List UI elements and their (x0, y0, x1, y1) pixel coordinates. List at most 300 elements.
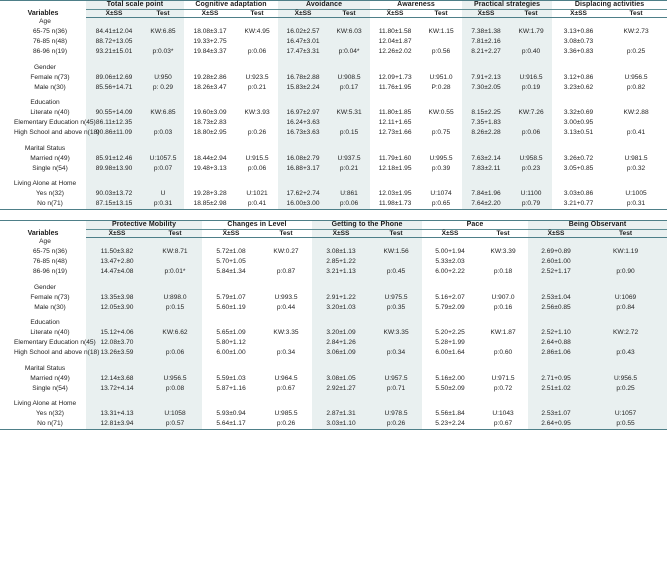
section-spacer-cell (86, 98, 142, 108)
subheader-mean-sd-6: X̄±SS (552, 9, 605, 17)
section-spacer-cell (528, 364, 584, 374)
cell-mean-sd: 90.55+14.09 (86, 108, 142, 118)
section-spacer-cell (202, 399, 260, 409)
cell-mean-sd: 5.33±2.03 (435, 258, 465, 266)
cell-test: KW:2.73 (623, 28, 649, 36)
table-row (0, 199, 667, 209)
cell-test (328, 118, 370, 128)
row-label: No n(71) (0, 199, 86, 209)
cell-test: p:0.35 (370, 303, 422, 313)
cell-mean-sd: 2.52+1.10 (528, 328, 584, 338)
section-header-row (0, 63, 667, 73)
section-title: Gender (34, 63, 56, 71)
section-spacer-cell (584, 399, 667, 409)
cell-mean-sd: 11.76±1.95 (378, 83, 412, 91)
section-spacer-cell (528, 237, 584, 247)
cell-test: U:908.5 (328, 73, 370, 83)
cell-test: KW:4.95 (244, 28, 270, 36)
cell-mean-sd: 2.84+1.26 (312, 338, 370, 348)
row-label: Male n(30) (34, 83, 66, 91)
section-spacer-cell (478, 283, 528, 293)
cell-test: U (142, 189, 184, 199)
section-spacer-cell (236, 63, 278, 73)
cell-test (142, 37, 184, 47)
section-spacer-cell (370, 318, 422, 328)
table-2-body (0, 237, 667, 429)
section-spacer-cell (328, 17, 370, 27)
cell-test (478, 338, 528, 348)
section-header-row (0, 283, 667, 293)
cell-mean-sd: 2.53±1.04 (528, 293, 584, 303)
cell-mean-sd: 3.03±0.86 (563, 190, 594, 198)
cell-mean-sd: 5.70+1.05 (216, 258, 246, 266)
row-label: Female n(73) (30, 293, 70, 301)
section-spacer-cell (86, 364, 148, 374)
section-spacer-cell (328, 98, 370, 108)
section-spacer-cell (184, 63, 236, 73)
statistics-table-1 (0, 0, 667, 210)
cell-mean-sd: 8.15±2.25 (462, 108, 510, 118)
cell-mean-sd: 7.64±2.20 (462, 199, 510, 209)
cell-mean-sd: 3.21+0.77 (552, 199, 605, 209)
subheader-test-1: Test (142, 9, 184, 17)
cell-mean-sd: 3.20±1.09 (312, 328, 370, 338)
section-spacer-cell (420, 98, 462, 108)
cell-test: KW:3.93 (244, 109, 270, 117)
cell-test: p:0.87 (276, 268, 296, 276)
cell-mean-sd: 3.06±1.09 (312, 348, 370, 358)
section-header-row (0, 98, 667, 108)
section-spacer-cell (478, 318, 528, 328)
cell-test: p:0.03 (142, 128, 184, 138)
section-spacer-cell (478, 237, 528, 247)
cell-test: KW:1.87 (490, 329, 516, 337)
cell-mean-sd: 7.91+2.13 (462, 73, 510, 83)
section-title: Living Alone at Home (13, 180, 77, 188)
cell-mean-sd: 16.08±2.79 (278, 154, 328, 164)
section-header-row (0, 17, 667, 27)
cell-test (605, 118, 667, 128)
cell-test: p:0.75 (431, 129, 451, 137)
cell-test (420, 118, 462, 128)
cell-mean-sd: 3.08±1.05 (312, 374, 370, 384)
cell-mean-sd: 7.83±2.11 (462, 164, 510, 174)
cell-mean-sd: 3.12+0.86 (563, 73, 594, 81)
section-spacer-cell (510, 179, 552, 189)
section-spacer-cell (202, 364, 260, 374)
section-header-row (0, 399, 667, 409)
section-spacer-cell (528, 318, 584, 328)
section-spacer-cell (462, 179, 510, 189)
table-row (0, 73, 667, 83)
cell-test (370, 338, 422, 348)
cell-test: p:0.39 (431, 164, 451, 172)
cell-test: p:0.21 (247, 83, 267, 91)
table-row (0, 384, 667, 394)
section-spacer-cell (370, 144, 420, 154)
cell-mean-sd: 2.51±1.02 (528, 384, 584, 394)
section-spacer-cell (462, 17, 510, 27)
cell-mean-sd: 2.71+0.95 (528, 374, 584, 384)
cell-test: U:956.5 (148, 374, 202, 384)
cell-mean-sd: 16.73±3.63 (278, 128, 328, 138)
subheader-test-2: Test (260, 229, 312, 237)
cell-mean-sd: 2.92±1.27 (312, 384, 370, 394)
cell-test: U:1021 (246, 190, 268, 198)
table-row (0, 128, 667, 138)
section-spacer-cell (148, 364, 202, 374)
section-spacer-cell (422, 237, 478, 247)
cell-test: KW:1.19 (584, 247, 667, 257)
cell-test: U:1069 (584, 293, 667, 303)
cell-mean-sd: 8.21+2.27 (462, 47, 510, 57)
cell-test: p:0.56 (431, 48, 451, 56)
cell-test: KW:1.15 (428, 28, 454, 36)
cell-test (260, 338, 312, 348)
cell-test: p:0.57 (148, 419, 202, 429)
cell-test: U:971.5 (491, 374, 515, 382)
section-spacer-cell (86, 17, 142, 27)
cell-mean-sd: 5.59±1.03 (216, 374, 246, 382)
table-row (0, 27, 667, 37)
table-1-wrapper (0, 0, 667, 210)
cell-mean-sd: 2.85+1.22 (312, 257, 370, 267)
cell-test: p:0.31 (605, 199, 667, 209)
section-spacer-cell (552, 17, 605, 27)
section-spacer-cell (370, 98, 420, 108)
table-row (0, 108, 667, 118)
cell-mean-sd: 5.28+1.99 (435, 339, 465, 347)
subheader-mean-sd-2: X̄±SS (184, 9, 236, 17)
cell-mean-sd: 6.00±1.00 (216, 349, 246, 357)
cell-test: p:0.72 (493, 384, 513, 392)
table-row (0, 118, 667, 128)
section-spacer-cell (552, 98, 605, 108)
row-label: 65-75 n(36) (32, 248, 68, 256)
cell-mean-sd: 13.35±3.98 (86, 293, 148, 303)
row-label: Elementary Education n(45) (14, 119, 96, 127)
cell-mean-sd: 11.80±1.58 (378, 28, 412, 36)
cell-mean-sd: 5.00+1.94 (435, 248, 465, 256)
section-spacer-cell (184, 179, 236, 189)
cell-test: p:0.15 (328, 128, 370, 138)
cell-test: U:861 (328, 189, 370, 199)
section-spacer-cell (328, 179, 370, 189)
cell-test: p:0.08 (148, 384, 202, 394)
cell-mean-sd: 3.13±0.51 (563, 129, 594, 137)
table-2-sub-header-row (0, 229, 667, 237)
cell-test: p:0.67 (276, 384, 296, 392)
cell-mean-sd: 86.11±12.35 (86, 118, 142, 128)
cell-mean-sd: 7.63±2.14 (462, 154, 510, 164)
cell-test: U:937.5 (328, 154, 370, 164)
section-spacer-cell (142, 17, 184, 27)
section-spacer-cell (148, 237, 202, 247)
cell-mean-sd: 5.72±1.08 (216, 248, 246, 256)
cell-test: p:0.19 (510, 83, 552, 93)
row-label: Male n(30) (34, 303, 66, 311)
cell-test: p:0.25 (626, 48, 646, 56)
row-label: High School and above n(18) (14, 349, 100, 357)
cell-test (328, 37, 370, 47)
group-header-practical-strategies: Practical strategies (462, 1, 552, 10)
section-spacer-cell (236, 144, 278, 154)
cell-mean-sd: 12.03±1.95 (378, 190, 412, 198)
cell-test: U:995.5 (429, 154, 453, 162)
cell-mean-sd: 3.23±0.62 (563, 83, 594, 91)
section-spacer-cell (420, 17, 462, 27)
table-row (0, 189, 667, 199)
cell-mean-sd: 3.21+1.13 (312, 267, 370, 277)
cell-mean-sd: 5.84±1.34 (216, 268, 246, 276)
cell-mean-sd: 16.00±3.00 (278, 199, 328, 209)
cell-test: p:0.67 (478, 419, 528, 429)
table-row (0, 257, 667, 267)
cell-mean-sd: 84.41±12.04 (86, 27, 142, 37)
cell-mean-sd: 11.50±3.82 (86, 247, 148, 257)
section-spacer-cell (370, 399, 422, 409)
cell-mean-sd: 5.16±2.00 (435, 374, 465, 382)
group-header-pace: Pace (422, 221, 528, 230)
section-spacer-cell (462, 63, 510, 73)
cell-mean-sd: 7.38±1.38 (462, 27, 510, 37)
group-header-cognitive-adaptation: Cognitive adaptation (184, 1, 278, 10)
cell-mean-sd: 12.18±1.95 (378, 164, 412, 172)
section-spacer-cell (605, 63, 667, 73)
row-label: Yes n(32) (36, 190, 64, 198)
section-spacer-cell (260, 318, 312, 328)
section-spacer-cell (478, 364, 528, 374)
section-header-row (0, 364, 667, 374)
cell-mean-sd: 19.84±3.37 (193, 48, 227, 56)
table-2-wrapper (0, 220, 667, 430)
section-title: Education (30, 319, 60, 327)
cell-test: U:951.0 (429, 73, 453, 81)
cell-mean-sd: 5.16+2.07 (435, 293, 465, 301)
section-title: Education (30, 99, 60, 107)
section-spacer-cell (312, 399, 370, 409)
cell-mean-sd: 19.28+3.28 (193, 190, 227, 198)
cell-test: U:923.5 (245, 73, 269, 81)
section-spacer-cell (260, 283, 312, 293)
cell-test: U:956.5 (624, 73, 648, 81)
subheader-test-2: Test (236, 9, 278, 17)
cell-test: p:0.82 (626, 83, 646, 91)
cell-test: p:0.79 (510, 199, 552, 209)
cell-test: p:0.34 (370, 348, 422, 358)
table-row (0, 83, 667, 93)
cell-mean-sd: 88.72+13.05 (86, 37, 142, 47)
cell-mean-sd: 12.09+1.73 (378, 73, 412, 81)
section-spacer-cell (142, 63, 184, 73)
section-spacer-cell (142, 98, 184, 108)
cell-mean-sd: 12.14±3.68 (86, 374, 148, 384)
cell-mean-sd: 2.69+0.89 (528, 247, 584, 257)
subheader-test-5: Test (510, 9, 552, 17)
cell-mean-sd: 17.62+2.74 (278, 189, 328, 199)
subheader-mean-sd-5: X̄±SS (462, 9, 510, 17)
cell-mean-sd: 13.72+4.14 (86, 384, 148, 394)
cell-mean-sd: 11.79±1.60 (378, 154, 412, 162)
section-spacer-cell (312, 364, 370, 374)
section-header-row (0, 318, 667, 328)
cell-test: p:0.41 (236, 199, 278, 209)
cell-mean-sd: 2.87±1.31 (312, 409, 370, 419)
row-label: 76-85 n(48) (32, 38, 68, 46)
cell-test: p:0.18 (493, 268, 513, 276)
table-2-head (0, 221, 667, 238)
subheader-test-4: Test (478, 229, 528, 237)
cell-mean-sd: 3.32±0.69 (563, 109, 594, 117)
section-spacer-cell (462, 144, 510, 154)
cell-mean-sd: 85.91±12.46 (86, 154, 142, 164)
section-spacer-cell (510, 63, 552, 73)
row-label: Married n(49) (30, 154, 70, 162)
cell-test: p:0.04* (328, 47, 370, 57)
cell-mean-sd: 18.08±3.17 (193, 28, 227, 36)
group-header-getting-to-the-phone: Getting to the Phone (312, 221, 422, 230)
section-title: Marital Status (24, 364, 66, 372)
cell-mean-sd: 12.04±1.87 (378, 38, 412, 46)
row-label: Literate n(40) (30, 109, 70, 117)
section-spacer-cell (86, 283, 148, 293)
section-spacer-cell (184, 144, 236, 154)
cell-test: p:0.34 (276, 349, 296, 357)
cell-test: KW:6.85 (142, 108, 184, 118)
cell-mean-sd: 5.65±1.09 (216, 329, 246, 337)
section-spacer-cell (202, 283, 260, 293)
cell-test (584, 257, 667, 267)
section-spacer-cell (142, 179, 184, 189)
cell-test: U:916.5 (510, 73, 552, 83)
cell-test: p:0.06 (510, 128, 552, 138)
section-spacer-cell (328, 144, 370, 154)
cell-mean-sd: 89.06±12.69 (86, 73, 142, 83)
section-spacer-cell (278, 179, 328, 189)
row-label: 65-75 n(36) (32, 28, 68, 36)
section-spacer-cell (528, 283, 584, 293)
cell-mean-sd: 7.30±2.05 (462, 83, 510, 93)
section-header-row (0, 237, 667, 247)
cell-test (420, 37, 462, 47)
cell-test (236, 118, 278, 128)
cell-mean-sd: 3.00±0.95 (563, 119, 594, 127)
table-row (0, 247, 667, 257)
cell-test: p:0.43 (584, 348, 667, 358)
cell-mean-sd: 3.05+0.85 (563, 164, 594, 172)
table-row (0, 164, 667, 174)
row-label: Yes n(32) (36, 410, 64, 418)
cell-test: p:0.26 (370, 419, 422, 429)
row-label: Elementary Education n(45) (14, 339, 96, 347)
section-header-row (0, 179, 667, 189)
section-spacer-cell (260, 237, 312, 247)
row-label: 86-96 n(19) (32, 268, 68, 276)
cell-test: p:0.40 (510, 47, 552, 57)
cell-test: p:0.90 (584, 267, 667, 277)
section-spacer-cell (236, 98, 278, 108)
section-spacer-cell (184, 17, 236, 27)
section-spacer-cell (260, 399, 312, 409)
section-spacer-cell (86, 399, 148, 409)
row-label: Single n(54) (32, 164, 68, 172)
cell-test (148, 257, 202, 267)
cell-test (370, 257, 422, 267)
cell-test: p:0.03* (142, 47, 184, 57)
cell-mean-sd: 8.26±2.28 (462, 128, 510, 138)
cell-test (478, 257, 528, 267)
cell-mean-sd: 11.98±1.73 (370, 199, 420, 209)
section-spacer-cell (605, 98, 667, 108)
table-row (0, 47, 667, 57)
table-1-body (0, 17, 667, 209)
cell-mean-sd: 3.20±1.03 (312, 303, 370, 313)
cell-mean-sd: 2.64+0.95 (528, 419, 584, 429)
subheader-test-6: Test (605, 9, 667, 17)
cell-mean-sd: 7.81±2.16 (462, 37, 510, 47)
cell-mean-sd: 90.03±13.72 (86, 189, 142, 199)
section-spacer-cell (260, 364, 312, 374)
cell-test (260, 257, 312, 267)
section-spacer-cell (462, 98, 510, 108)
cell-mean-sd: 19.60±3.09 (193, 109, 227, 117)
cell-test: P:0.28 (431, 83, 451, 91)
cell-test: U:1057 (584, 409, 667, 419)
cell-mean-sd: 16.47±3.01 (278, 37, 328, 47)
section-spacer-cell (420, 179, 462, 189)
section-spacer-cell (236, 179, 278, 189)
cell-mean-sd: 2.53±1.07 (528, 409, 584, 419)
section-spacer-cell (370, 17, 420, 27)
table-row (0, 374, 667, 384)
cell-test: p:0.71 (370, 384, 422, 394)
cell-test (510, 118, 552, 128)
section-spacer-cell (528, 399, 584, 409)
cell-mean-sd: 19.33+2.75 (193, 38, 227, 46)
cell-test: U:957.5 (370, 374, 422, 384)
table-1-head (0, 1, 667, 18)
cell-test: p:0.31 (142, 199, 184, 209)
cell-mean-sd: 5.79±2.09 (435, 303, 465, 311)
cell-test: p:0.06 (328, 199, 370, 209)
cell-mean-sd: 18.85±2.98 (184, 199, 236, 209)
subheader-mean-sd-1: X̄±SS (86, 229, 148, 237)
cell-mean-sd: 18.26±3.47 (193, 83, 227, 91)
cell-test: KW:6.03 (328, 27, 370, 37)
cell-mean-sd: 16.97±2.97 (278, 108, 328, 118)
section-spacer-cell (420, 63, 462, 73)
header-variables-t2: Variables (0, 221, 86, 238)
cell-test: p:0.25 (584, 384, 667, 394)
cell-mean-sd: 2.56±0.85 (528, 303, 584, 313)
cell-mean-sd: 85.56+14.71 (86, 83, 142, 93)
cell-mean-sd: 5.64±1.17 (202, 419, 260, 429)
cell-mean-sd: 16.02±2.57 (278, 27, 328, 37)
row-label: High School and above n(18) (14, 129, 100, 137)
cell-mean-sd: 5.50±2.09 (435, 384, 465, 392)
cell-mean-sd: 3.26±0.72 (563, 154, 594, 162)
cell-mean-sd: 3.36+0.83 (563, 48, 594, 56)
section-spacer-cell (86, 63, 142, 73)
cell-test: U:958.5 (510, 154, 552, 164)
cell-test (510, 37, 552, 47)
cell-test: U:978.5 (370, 409, 422, 419)
group-header-being-observant: Being Observant (528, 221, 667, 230)
subheader-mean-sd-3: X̄±SS (278, 9, 328, 17)
section-spacer-cell (86, 144, 142, 154)
cell-mean-sd: 5.23+2.24 (422, 419, 478, 429)
cell-test: KW:6.85 (142, 27, 184, 37)
